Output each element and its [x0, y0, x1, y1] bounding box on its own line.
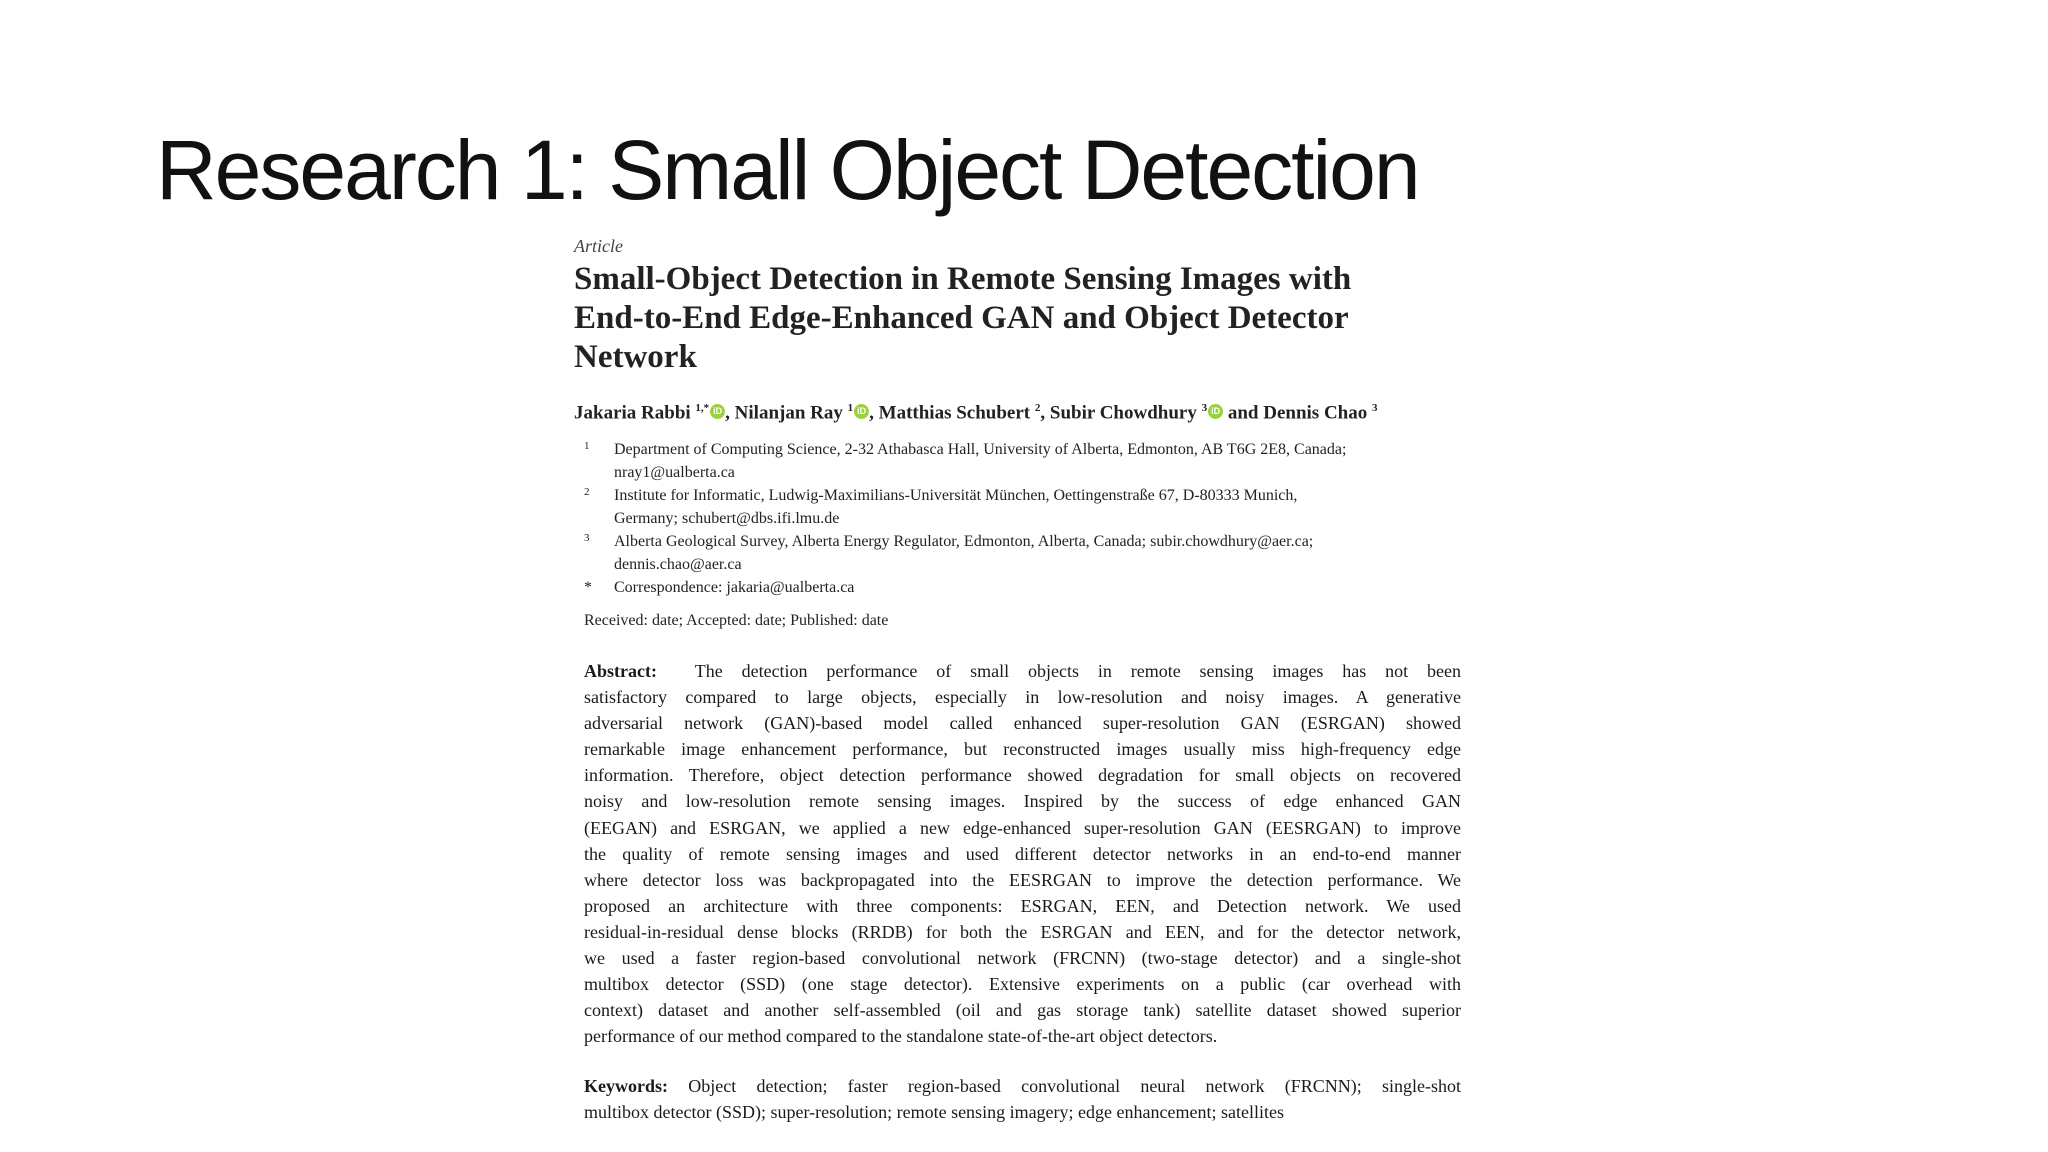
correspondence-marker: *	[584, 579, 592, 596]
author-list	[574, 402, 1484, 424]
paper-title-line: End-to-End Edge-Enhanced GAN and Object Detector	[574, 300, 1349, 336]
abstract-line: (EEGAN) and ESRGAN, we applied a new edge-enhanced super-resolution GAN (EESRGAN) to improve	[584, 817, 1461, 838]
author-affiliation-marker: 3	[1371, 402, 1378, 414]
keywords-line: multibox detector (SSD); super-resolution; remote sensing imagery; edge enhancement; satellites	[584, 1102, 1284, 1122]
orcid-icon[interactable]: iD	[854, 404, 869, 419]
author-affiliation-marker: 2	[1034, 402, 1041, 414]
keywords-label: Keywords:	[584, 1076, 668, 1096]
abstract-line: performance of our method compared to the standalone state-of-the-art object detectors.	[584, 1026, 1218, 1047]
article-type-label: Article	[574, 236, 623, 256]
correspondence-item	[584, 576, 1484, 599]
abstract-text: The detection performance of small objects in remote sensing images has not been	[694, 661, 1462, 681]
author-affiliation-marker: 1,*	[695, 402, 710, 414]
abstract-line: remarkable image enhancement performance, but reconstructed images usually miss high-frequency edge	[584, 739, 1461, 760]
abstract-line: satisfactory compared to large objects, especially in low-resolution and noisy images. A generative	[584, 687, 1461, 708]
keywords-section	[584, 1073, 1461, 1125]
affiliation-marker: 1	[584, 440, 590, 452]
orcid-icon[interactable]: iD	[1208, 404, 1223, 419]
author-separator: and	[1223, 402, 1264, 424]
abstract-line: multibox detector (SSD) (one stage detector). Extensive experiments on a public (car overhead with	[584, 974, 1461, 995]
author-separator: ,	[869, 402, 879, 424]
affiliation-marker: 3	[584, 532, 590, 544]
author-name: Jakaria Rabbi	[574, 402, 691, 424]
author-name: Subir Chowdhury	[1049, 402, 1197, 424]
affiliation-email[interactable]: nray1@ualberta.ca	[614, 464, 735, 481]
author-name: Dennis Chao	[1263, 402, 1368, 424]
author-separator: ,	[725, 402, 735, 424]
affiliation-item	[584, 484, 1484, 530]
affiliation-line: Department of Computing Science, 2-32 Athabasca Hall, University of Alberta, Edmonton, AB T6G 2E8, Canada;	[614, 441, 1347, 458]
paper-screenshot	[556, 226, 1488, 1152]
author-separator: ,	[1040, 402, 1050, 424]
author-name: Nilanjan Ray	[734, 402, 843, 424]
abstract-line: noisy and low-resolution remote sensing images. Inspired by the success of edge enhanced GAN	[584, 791, 1461, 812]
affiliation-item	[584, 438, 1484, 484]
abstract-line: context) dataset and another self-assembled (oil and gas storage tank) satellite dataset showed superior	[584, 1000, 1461, 1021]
keywords-text: Object detection; faster region-based convolutional neural network (FRCNN); single-shot	[688, 1076, 1461, 1096]
keywords-line	[584, 1073, 1461, 1099]
affiliation-line: Institute for Informatic, Ludwig-Maximilians-Universität München, Oettingenstraße 67, D-80333 Munich,	[614, 487, 1298, 504]
affiliation-marker: 2	[584, 486, 590, 498]
abstract-line: adversarial network (GAN)-based model called enhanced super-resolution GAN (ESRGAN) showed	[584, 713, 1461, 734]
paper-title-line: Small-Object Detection in Remote Sensing Images with	[574, 261, 1352, 297]
abstract-line: we used a faster region-based convolutional network (FRCNN) (two-stage detector) and a single-shot	[584, 948, 1461, 969]
paper-title	[574, 260, 1474, 377]
slide-title: Research 1: Small Object Detection	[156, 123, 1419, 217]
orcid-icon[interactable]: iD	[710, 404, 725, 419]
abstract-line: proposed an architecture with three components: ESRGAN, EEN, and Detection network. We used	[584, 895, 1461, 916]
abstract-line: residual-in-residual dense blocks (RRDB) for both the ESRGAN and EEN, and for the detector network,	[584, 921, 1461, 942]
abstract-line: information. Therefore, object detection performance showed degradation for small objects on recovered	[584, 765, 1461, 786]
correspondence-line[interactable]: Correspondence: jakaria@ualberta.ca	[614, 579, 855, 596]
affiliation-line: Alberta Geological Survey, Alberta Energy Regulator, Edmonton, Alberta, Canada; subir.chowdhury@aer.ca;	[614, 533, 1314, 550]
abstract-line: where detector loss was backpropagated into the EESRGAN to improve the detection performance. We	[584, 869, 1461, 890]
affiliation-list	[584, 438, 1484, 599]
affiliation-email[interactable]: dennis.chao@aer.ca	[614, 556, 742, 573]
author-name: Matthias Schubert	[878, 402, 1031, 424]
abstract-label: Abstract:	[584, 661, 657, 681]
abstract-line: the quality of remote sensing images and used different detector networks in an end-to-end manner	[584, 843, 1461, 864]
publication-dates: Received: date; Accepted: date; Published: date	[584, 612, 889, 629]
author-affiliation-marker: 1	[847, 402, 854, 414]
abstract-section	[584, 658, 1461, 1049]
affiliation-email[interactable]: Germany; schubert@dbs.ifi.lmu.de	[614, 510, 840, 527]
affiliation-item	[584, 530, 1484, 576]
paper-title-line: Network	[574, 339, 697, 375]
abstract-line	[584, 658, 1461, 684]
author-affiliation-marker: 3	[1201, 402, 1208, 414]
